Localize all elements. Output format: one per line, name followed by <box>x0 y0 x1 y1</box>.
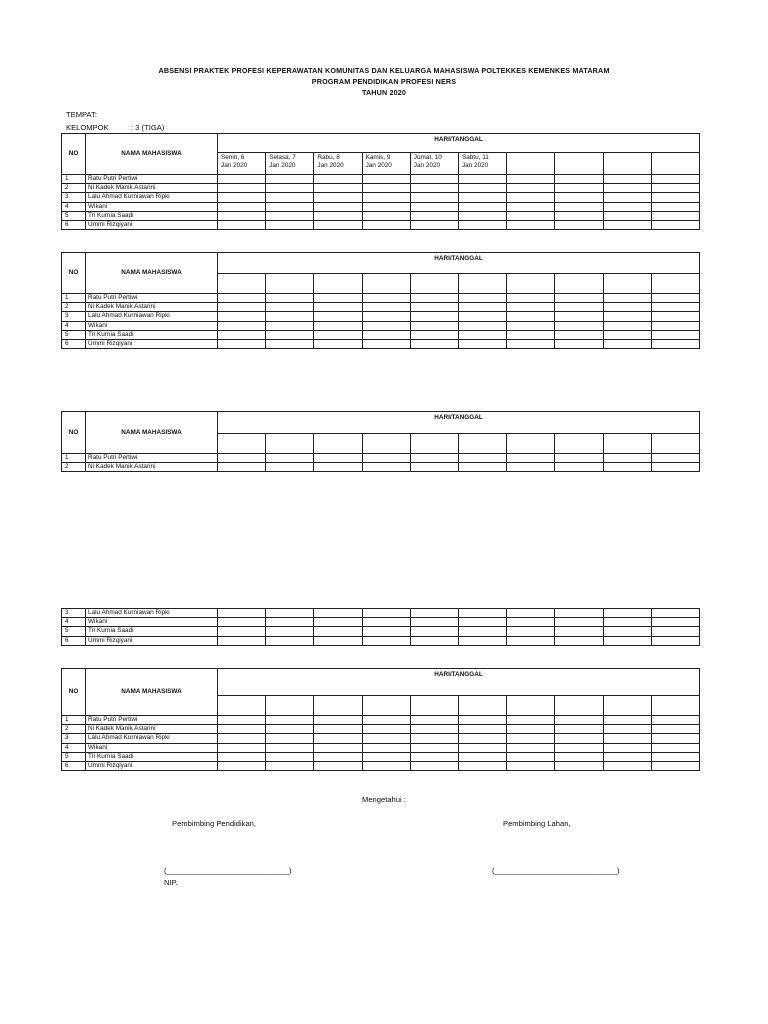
pembimbing-pendidikan-label: Pembimbing Pendidikan, <box>172 819 257 828</box>
nama-header: NAMA MAHASISWA <box>86 412 218 454</box>
table-row: 1 Ratu Putri Pertiwi <box>62 294 700 303</box>
empty-cell <box>651 153 699 175</box>
table-row: 6 Ummi Rizqiyani <box>62 220 700 229</box>
attendance-table-4 <box>61 668 700 771</box>
no-header: NO <box>62 412 86 454</box>
date-cell: Sabtu, 11 Jan 2020 <box>458 153 506 175</box>
hari-tanggal-header: HARI/TANGGAL <box>218 669 700 696</box>
empty-cell <box>603 153 651 175</box>
signature-line-right: (_____________________________) <box>492 866 620 875</box>
table-row: 1 Ratu Putri Pertiwi <box>62 175 700 184</box>
date-cell: Kamis, 9 Jan 2020 <box>362 153 410 175</box>
table-row: 5 Tri Kurnia Saadi <box>62 211 700 220</box>
table-row: 4 Wikani <box>62 743 700 752</box>
nama-header: NAMA MAHASISWA <box>86 669 218 716</box>
mengetahui-label: Mengetahui : <box>362 795 406 804</box>
table-row: 3 Lalu Ahmad Kurniawan Ripki <box>62 609 700 618</box>
nip-label: NIP. <box>164 878 178 887</box>
table-row: 4 Wikani <box>62 618 700 627</box>
table-row: 2 Ni Kadek Manik Astarini <box>62 725 700 734</box>
table-row: 2 Ni Kadek Manik Astarini <box>62 184 700 193</box>
date-cell: Rabu, 8 Jan 2020 <box>314 153 362 175</box>
table-row: 3 Lalu Ahmad Kurniawan Ripki <box>62 734 700 743</box>
year-title: TAHUN 2020 <box>361 88 407 97</box>
hari-tanggal-header: HARI/TANGGAL <box>218 134 700 153</box>
kelompok-label: KELOMPOK <box>66 123 109 132</box>
attendance-table-3-continued <box>61 608 700 646</box>
attendance-table-1 <box>61 133 700 230</box>
no-header: NO <box>62 669 86 716</box>
table-row: 5 Tri Kurnia Saadi <box>62 330 700 339</box>
program-title: PROGRAM PENDIDIKAN PROFESI NERS <box>311 77 457 86</box>
no-header: NO <box>62 253 86 294</box>
date-cell: Selasa, 7 Jan 2020 <box>266 153 314 175</box>
nama-header: NAMA MAHASISWA <box>86 134 218 175</box>
table-row: 6 Ummi Rizqiyani <box>62 339 700 348</box>
empty-cell <box>507 153 555 175</box>
attendance-table-3 <box>61 411 700 472</box>
attendance-table-2 <box>61 252 700 349</box>
table-row: 2 Ni Kadek Manik Astarini <box>62 463 700 472</box>
table-row: 3 Lalu Ahmad Kurniawan Ripki <box>62 312 700 321</box>
table-row: 5 Tri Kurnia Saadi <box>62 627 700 636</box>
table-row: 4 Wikani <box>62 202 700 211</box>
table-row: 6 Ummi Rizqiyani <box>62 636 700 645</box>
kelompok-value: : 3 (TIGA) <box>131 123 165 132</box>
signature-line-left: (_____________________________) <box>164 866 292 875</box>
table-row: 1 Ratu Putri Pertiwi <box>62 454 700 463</box>
table-row: 1 Ratu Putri Pertiwi <box>62 716 700 725</box>
table-row: 5 Tri Kurnia Saadi <box>62 752 700 761</box>
date-cell: Senin, 6 Jan 2020 <box>218 153 266 175</box>
table-row: 3 Lalu Ahmad Kurniawan Ripki <box>62 193 700 202</box>
table-row: 2 Ni Kadek Manik Astarini <box>62 303 700 312</box>
date-cell: Jumat, 10 Jan 2020 <box>410 153 458 175</box>
table-row: 4 Wikani <box>62 321 700 330</box>
table-row: 6 Ummi Rizqiyani <box>62 761 700 770</box>
hari-tanggal-header: HARI/TANGGAL <box>218 253 700 274</box>
empty-cell <box>555 153 603 175</box>
pembimbing-lahan-label: Pembimbing Lahan, <box>503 819 571 828</box>
tempat-label: TEMPAT: <box>66 110 97 119</box>
document-title: ABSENSI PRAKTEK PROFESI KEPERAWATAN KOMUNITAS DAN KELUARGA MAHASISWA POLTEKKES KEMENKES MATARAM <box>158 66 610 75</box>
hari-tanggal-header: HARI/TANGGAL <box>218 412 700 434</box>
no-header: NO <box>62 134 86 175</box>
nama-header: NAMA MAHASISWA <box>86 253 218 294</box>
